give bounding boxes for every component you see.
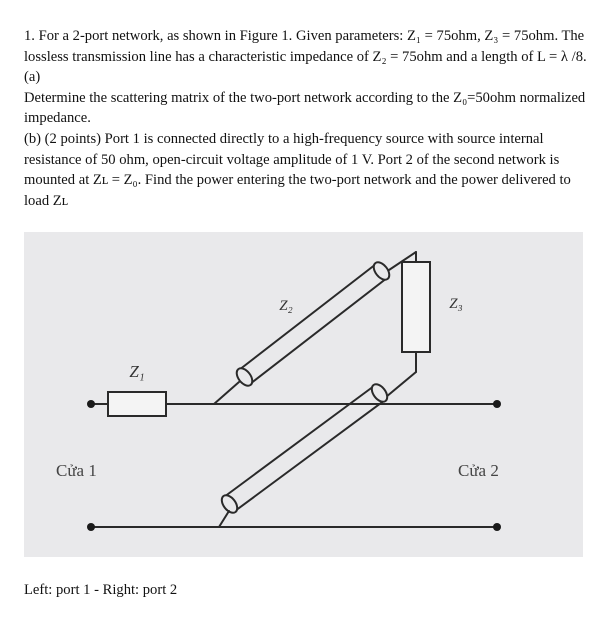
z2-line-upper	[234, 259, 393, 388]
port1-top-terminal	[87, 400, 95, 408]
figure-caption: Left: port 1 - Right: port 2	[24, 582, 178, 598]
part-a-text: Determine the scattering matrix of the two-port network according to the Z₀=50ohm normalized impedance.	[24, 89, 586, 127]
port2-label: Cửa 2	[458, 461, 499, 480]
problem-intro: 1. For a 2-port network, as shown in Figure 1. Given parameters: Z₁ = 75ohm, Z₃ = 75ohm. The lossless transmission line has a characteristic impedance of Z₂ = 75ohm and a length of L = λ /8.	[24, 28, 587, 65]
part-a-label: (a)	[24, 69, 41, 86]
z3-resistor	[402, 262, 430, 352]
port1-label: Cửa 1	[56, 461, 97, 480]
z1-label: Z₁	[129, 362, 145, 381]
z1-resistor	[108, 392, 166, 416]
port1-bottom-terminal	[87, 523, 95, 531]
z2-label: Z₂	[279, 298, 293, 314]
port2-bottom-terminal	[493, 523, 501, 531]
z3-label: Z₃	[449, 296, 463, 312]
z2-line-lower	[219, 381, 391, 515]
circuit-figure	[24, 232, 583, 557]
part-b-text: (b) (2 points) Port 1 is connected directly to a high-frequency source with source internal resistance of 50 ohm, open-circuit voltage amplitude of 1 V. Port 2 of the second network is mounted at Zʟ = Z₀. Find the power entering the two-port network and the power delivered to load Zʟ	[24, 130, 571, 209]
problem-statement	[24, 26, 594, 211]
circuit-diagram	[24, 232, 583, 557]
port2-top-terminal	[493, 400, 501, 408]
